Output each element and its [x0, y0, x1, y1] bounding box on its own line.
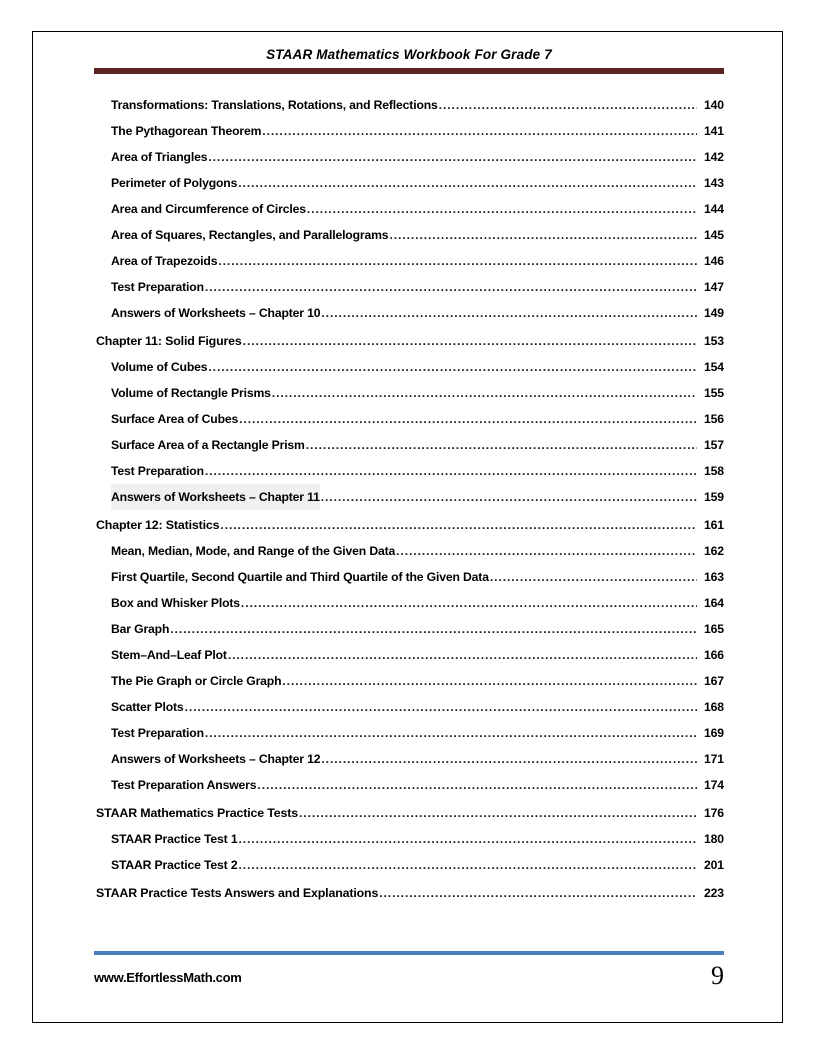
toc-entry-page-number: 140	[703, 98, 724, 112]
toc-entry-page-number: 154	[703, 360, 724, 374]
toc-chapter-entry[interactable]	[94, 800, 724, 826]
toc-section-entry[interactable]	[94, 826, 724, 852]
toc-entry-label: Stem–And–Leaf Plot	[111, 648, 227, 662]
toc-dot-leader	[205, 274, 697, 300]
toc-section-entry[interactable]	[94, 118, 724, 144]
toc-entry-label: Surface Area of Cubes	[111, 412, 239, 426]
toc-section-entry[interactable]	[94, 538, 724, 564]
toc-entry-label: STAAR Practice Tests Answers and Explanations	[96, 886, 379, 900]
toc-entry-label: The Pie Graph or Circle Graph	[111, 674, 282, 688]
toc-section-entry[interactable]	[94, 720, 724, 746]
toc-entry-label: Test Preparation	[111, 726, 204, 740]
toc-entry-page-number: 157	[703, 438, 724, 452]
toc-entry-page-number: 147	[703, 280, 724, 294]
toc-entry-label: The Pythagorean Theorem	[111, 124, 262, 138]
toc-dot-leader	[321, 300, 697, 326]
toc-dot-leader	[205, 720, 697, 746]
toc-entry-label: Answers of Worksheets – Chapter 12	[111, 752, 321, 766]
toc-dot-leader	[272, 380, 697, 406]
toc-section-entry[interactable]	[94, 590, 724, 616]
toc-dot-leader	[220, 512, 697, 538]
toc-dot-leader	[239, 406, 697, 432]
toc-entry-label: Volume of Cubes	[111, 360, 208, 374]
toc-section-entry[interactable]	[94, 458, 724, 484]
toc-dot-leader	[241, 590, 697, 616]
toc-dot-leader	[321, 746, 697, 772]
toc-entry-label: Answers of Worksheets – Chapter 10	[111, 306, 321, 320]
toc-dot-leader	[205, 458, 697, 484]
toc-entry-page-number: 161	[703, 518, 724, 532]
toc-entry-page-number: 158	[703, 464, 724, 478]
toc-entry-label: STAAR Mathematics Practice Tests	[96, 806, 299, 820]
toc-section-entry[interactable]	[94, 616, 724, 642]
toc-dot-leader	[282, 668, 697, 694]
footer-website[interactable]: www.EffortlessMath.com	[94, 969, 242, 985]
toc-entry-page-number: 223	[703, 886, 724, 900]
toc-section-entry[interactable]	[94, 406, 724, 432]
toc-entry-page-number: 142	[703, 150, 724, 164]
toc-section-entry[interactable]	[94, 248, 724, 274]
toc-dot-leader	[396, 538, 697, 564]
toc-dot-leader	[208, 354, 697, 380]
toc-entry-label: Perimeter of Polygons	[111, 176, 238, 190]
book-title: STAAR Mathematics Workbook For Grade 7	[266, 47, 552, 62]
toc-entry-page-number: 156	[703, 412, 724, 426]
toc-section-entry[interactable]	[94, 92, 724, 118]
toc-dot-leader	[321, 484, 697, 510]
toc-entry-label: Answers of Worksheets – Chapter 11	[111, 484, 320, 510]
toc-dot-leader	[170, 616, 697, 642]
toc-entry-label: Transformations: Translations, Rotations, and Reflections	[111, 98, 438, 112]
toc-entry-page-number: 153	[703, 334, 724, 348]
toc-section-entry[interactable]	[94, 170, 724, 196]
toc-dot-leader	[307, 196, 697, 222]
toc-entry-page-number: 180	[703, 832, 724, 846]
toc-entry-label: First Quartile, Second Quartile and Third Quartile of the Given Data	[111, 570, 489, 584]
toc-dot-leader	[439, 92, 697, 118]
toc-dot-leader	[389, 222, 697, 248]
toc-entry-label: Area of Squares, Rectangles, and Parallelograms	[111, 228, 389, 242]
toc-entry-page-number: 201	[703, 858, 724, 872]
toc-section-entry[interactable]	[94, 196, 724, 222]
toc-entry-page-number: 165	[703, 622, 724, 636]
toc-section-entry[interactable]	[94, 772, 724, 798]
toc-dot-leader	[257, 772, 697, 798]
toc-dot-leader	[238, 170, 697, 196]
toc-chapter-entry[interactable]	[94, 512, 724, 538]
toc-entry-label: Mean, Median, Mode, and Range of the Given Data	[111, 544, 396, 558]
toc-entry-page-number: 159	[703, 490, 724, 504]
toc-dot-leader	[238, 826, 697, 852]
toc-section-entry[interactable]	[94, 354, 724, 380]
toc-dot-leader	[306, 432, 697, 458]
toc-entry-page-number: 174	[703, 778, 724, 792]
toc-dot-leader	[228, 642, 697, 668]
toc-section-entry[interactable]	[94, 852, 724, 878]
page-footer	[94, 957, 724, 997]
toc-entry-page-number: 149	[703, 306, 724, 320]
toc-entry-label: Test Preparation	[111, 464, 204, 478]
toc-entry-page-number: 143	[703, 176, 724, 190]
toc-section-entry[interactable]	[94, 222, 724, 248]
toc-entry-label: Area of Triangles	[111, 150, 208, 164]
toc-section-entry[interactable]	[94, 144, 724, 170]
toc-entry-page-number: 164	[703, 596, 724, 610]
toc-chapter-entry[interactable]	[94, 328, 724, 354]
toc-section-entry[interactable]	[94, 300, 724, 326]
toc-dot-leader	[185, 694, 697, 720]
toc-entry-label: Scatter Plots	[111, 700, 184, 714]
toc-entry-label: Surface Area of a Rectangle Prism	[111, 438, 305, 452]
toc-entry-label: Area and Circumference of Circles	[111, 202, 306, 216]
toc-entry-page-number: 162	[703, 544, 724, 558]
toc-entry-page-number: 166	[703, 648, 724, 662]
toc-entry-label: Chapter 11: Solid Figures	[96, 334, 242, 348]
toc-chapter-entry[interactable]	[94, 880, 724, 906]
toc-entry-page-number: 167	[703, 674, 724, 688]
toc-section-entry[interactable]	[94, 484, 724, 510]
toc-entry-label: Box and Whisker Plots	[111, 596, 240, 610]
toc-entry-label: Area of Trapezoids	[111, 254, 218, 268]
toc-entry-label: Chapter 12: Statistics	[96, 518, 220, 532]
toc-dot-leader	[379, 880, 697, 906]
toc-dot-leader	[262, 118, 697, 144]
running-header	[94, 46, 724, 64]
toc-entry-page-number: 163	[703, 570, 724, 584]
toc-dot-leader	[238, 852, 697, 878]
toc-dot-leader	[243, 328, 697, 354]
toc-entry-page-number: 176	[703, 806, 724, 820]
toc-entry-label: STAAR Practice Test 2	[111, 858, 238, 872]
toc-entry-page-number: 145	[703, 228, 724, 242]
table-of-contents	[94, 92, 724, 906]
toc-section-entry[interactable]	[94, 432, 724, 458]
toc-section-entry[interactable]	[94, 564, 724, 590]
toc-entry-label: Test Preparation	[111, 280, 204, 294]
footer-rule	[94, 951, 724, 955]
header-rule	[94, 68, 724, 74]
toc-entry-label: Test Preparation Answers	[111, 778, 257, 792]
toc-section-entry[interactable]	[94, 746, 724, 772]
toc-entry-label: Bar Graph	[111, 622, 170, 636]
toc-section-entry[interactable]	[94, 380, 724, 406]
toc-section-entry[interactable]	[94, 694, 724, 720]
toc-dot-leader	[218, 248, 697, 274]
toc-entry-page-number: 168	[703, 700, 724, 714]
toc-dot-leader	[490, 564, 697, 590]
toc-entry-page-number: 144	[703, 202, 724, 216]
toc-section-entry[interactable]	[94, 642, 724, 668]
page-content-area	[94, 32, 724, 1022]
toc-entry-page-number: 169	[703, 726, 724, 740]
toc-entry-page-number: 155	[703, 386, 724, 400]
toc-dot-leader	[299, 800, 697, 826]
page-sheet	[32, 31, 783, 1023]
toc-entry-page-number: 171	[703, 752, 724, 766]
page-number: 9	[711, 961, 724, 990]
toc-section-entry[interactable]	[94, 274, 724, 300]
toc-entry-label: STAAR Practice Test 1	[111, 832, 238, 846]
toc-entry-page-number: 146	[703, 254, 724, 268]
toc-entry-page-number: 141	[703, 124, 724, 138]
toc-entry-label: Volume of Rectangle Prisms	[111, 386, 271, 400]
toc-section-entry[interactable]	[94, 668, 724, 694]
toc-dot-leader	[208, 144, 697, 170]
